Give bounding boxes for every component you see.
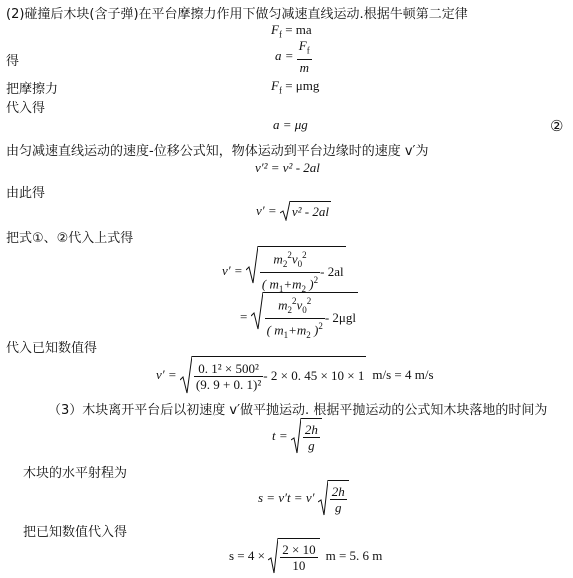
equation-velocity-displacement: v′² = v² - 2al xyxy=(255,160,320,175)
lhs-v-prime: v′ = xyxy=(256,203,277,218)
equation-friction: $F_f = \mu mg$ xyxy=(271,78,320,96)
numeric-result: m/s = 4 m/s xyxy=(372,367,434,382)
range-numeric-num: 2 × 10 xyxy=(282,541,316,557)
equation-range xyxy=(258,480,349,516)
paragraph-velocity: 由匀减速直线运动的速度-位移公式知，物体运动到平台边缘时的速度 v′为 xyxy=(6,144,429,159)
label-substitute-known: 代入已知数值得 xyxy=(6,341,98,356)
equation-acceleration-fraction: a = $\frac{F_f}{m}$ xyxy=(275,38,310,75)
label-substitute-1-2: 把式①、②代入上式得 xyxy=(6,231,134,246)
equation-v-prime-masses: v′ = $\frac{m_2^2v_0^2}{( m_1+m_2 )^2}$ - 2al xyxy=(222,246,346,297)
equation-marker-2: ② xyxy=(550,117,564,135)
paragraph-intro: (2)碰撞后木块(含子弹)在平台摩擦力作用下做匀减速直线运动.根据牛顿第二定律 xyxy=(6,7,468,22)
range-den: g xyxy=(334,499,342,515)
paragraph-part-3: （3）木块离开平台后以初速度 v′做平抛运动. 根据平抛运动的公式知木块落地的时间为 xyxy=(48,403,548,418)
label-friction: 把摩擦力 xyxy=(6,82,59,97)
numeric-denominator: (9. 9 + 0. 1)² xyxy=(195,376,262,392)
label-substitute: 代入得 xyxy=(6,101,46,116)
equation-a-mu-g: a = μg xyxy=(273,117,308,132)
numeric-tail: - 2 × 0. 45 × 10 × 1 xyxy=(263,368,365,383)
equation-range-numeric xyxy=(229,538,382,574)
range-numeric-den: 10 xyxy=(292,557,306,573)
sqrt-sign xyxy=(280,201,331,221)
radicand: v² - 2al xyxy=(290,201,331,221)
eq-rhs: = ma xyxy=(285,22,312,37)
eq-symbol-F: F xyxy=(271,22,279,37)
friction-rhs: = μmg xyxy=(285,78,320,93)
numeric-numerator: 0. 1² × 500² xyxy=(194,361,263,377)
tail-2al: - 2al xyxy=(320,264,344,280)
range-result: m = 5. 6 m xyxy=(325,548,383,563)
label-hence: 由此得 xyxy=(6,186,46,201)
range-num: 2h xyxy=(331,483,345,499)
lhs-v-prime-2: v′ = xyxy=(222,263,243,279)
equation-v-prime-numeric xyxy=(156,356,434,394)
lhs-t: t = xyxy=(272,428,288,443)
equation-v-prime-sqrt xyxy=(256,201,331,221)
label-de: 得 xyxy=(6,54,20,69)
equation-v-prime-mu: = $\frac{m_2^2v_0^2}{( m_1+m_2 )^2}$ - 2μgl xyxy=(240,292,358,343)
time-num: 2h xyxy=(304,421,318,437)
equation-time xyxy=(272,418,322,454)
lhs-s: s = v′t = v′ xyxy=(258,490,315,505)
equation-newton: $F_f$ = ma xyxy=(271,22,312,40)
time-den: g xyxy=(308,437,315,453)
tail-2mugl: - 2μgl xyxy=(324,310,357,326)
lhs-v-prime-3: v′ = xyxy=(156,367,177,382)
equals-sign: = xyxy=(240,309,248,325)
label-range: 木块的水平射程为 xyxy=(23,466,128,481)
label-substitute-range: 把已知数值代入得 xyxy=(23,525,128,540)
lhs-s-4: s = 4 × xyxy=(229,548,265,563)
